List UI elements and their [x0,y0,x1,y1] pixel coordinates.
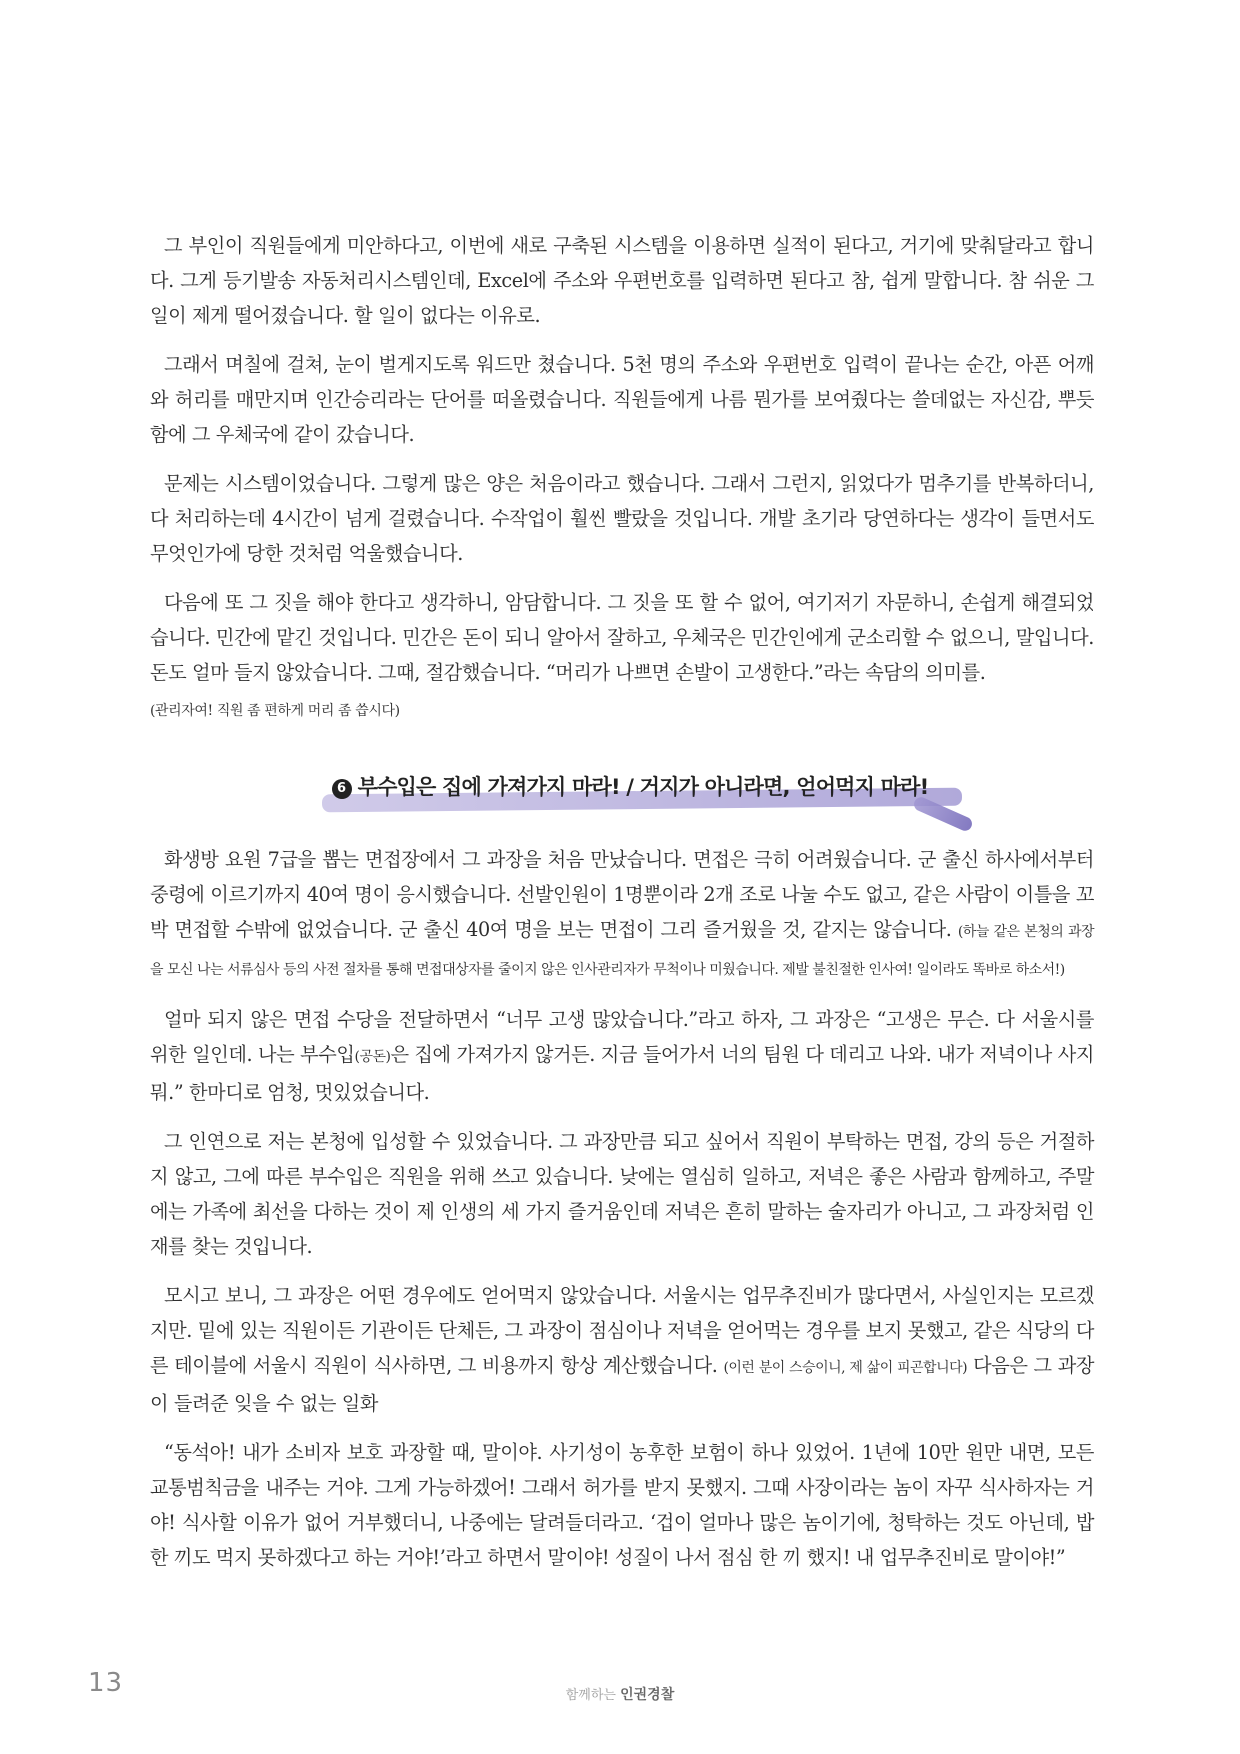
paragraph: 모시고 보니, 그 과장은 어떤 경우에도 얻어먹지 않았습니다. 서울시는 업무추진비가 많다면서, 사실인지는 모르겠지만. 밑에 있는 직원이든 기관이든 단체든, 그 과장이 점심이나 저녁을 얻어먹는 경우를 보지 못했고, 같은 식당의 다른 테이블에 서울시 직원이 식사하면, 그 비용까지 항상 계산했습니다. (이런 분이 스승이니, 제 삶이 피곤합니다) 다음은 그 과장이 들려준 잊을 수 없는 일화 [150,1284,1094,1415]
paragraph: 다음에 또 그 짓을 해야 한다고 생각하니, 암담합니다. 그 짓을 또 할 수 없어, 여기저기 자문하니, 손쉽게 해결되었습니다. 민간에 맡긴 것입니다. 민간은 돈이 되니 알아서 잘하고, 우체국은 민간인에게 군소리할 수 없으니, 말입니다. 돈도 얼마 들지 않았습니다. 그때, 절감했습니다. “머리가 나쁘면 손발이 고생한다.”라는 속담의 의미를. [150,591,1094,684]
section-text-top [150,228,1094,722]
section-text-bottom [150,842,1094,1589]
paragraph: 문제는 시스템이었습니다. 그렇게 많은 양은 처음이라고 했습니다. 그래서 그런지, 읽었다가 멈추기를 반복하더니, 다 처리하는데 4시간이 넘게 걸렸습니다. 수작업이 훨씬 빨랐을 것입니다. 개발 초기라 당연하다는 생각이 들면서도 무엇인가에 당한 것처럼 억울했습니다. [150,472,1094,565]
page-number: 13 [88,1668,124,1698]
paragraph: 그래서 며칠에 걸쳐, 눈이 벌게지도록 워드만 쳤습니다. 5천 명의 주소와 우편번호 입력이 끝나는 순간, 아픈 어깨와 허리를 매만지며 인간승리라는 단어를 떠올렸습니다. 직원들에게 나름 뭔가를 보여줬다는 쓸데없는 자신감, 뿌듯함에 그 우체국에 같이 갔습니다. [150,353,1094,446]
heading-title: 부수입은 집에 가져가지 마라! / 거지가 아니라면, 얻어먹지 마라! [357,775,929,799]
paragraph: 얼마 되지 않은 면접 수당을 전달하면서 “너무 고생 많았습니다.”라고 하자, 그 과장은 “고생은 무슨. 다 서울시를 위한 일인데. 나는 부수입(공돈)은 집에 가져가지 않거든. 지금 들어가서 너의 팀원 다 데리고 나와. 내가 저녁이나 사지 뭐.” 한마디로 엄청, 멋있었습니다. [150,1008,1094,1104]
aside-inline: (공돈) [354,1049,391,1065]
circled-number-icon: 6 [332,779,352,799]
footer-prefix: 함께하는 [565,1688,616,1703]
paragraph: 그 부인이 직원들에게 미안하다고, 이번에 새로 구축된 시스템을 이용하면 실적이 된다고, 거기에 맞춰달라고 합니다. 그게 등기발송 자동처리시스템인데, Excel에 주소와 우편번호를 입력하면 된다고 참, 쉽게 말합니다. 참 쉬운 그 일이 제게 떨어졌습니다. 할 일이 없다는 이유로. [150,234,1094,327]
paragraph: 화생방 요원 7급을 뽑는 면접장에서 그 과장을 처음 만났습니다. 면접은 극히 어려웠습니다. 군 출신 하사에서부터 중령에 이르기까지 40여 명이 응시했습니다. 선발인원이 1명뿐이라 2개 조로 나눌 수도 없고, 같은 사람이 이틀을 꼬박 면접할 수밖에 없었습니다. 군 출신 40여 명을 보는 면접이 그리 즐거웠을 것, 같지는 않습니다. (하늘 같은 본청의 과장을 모신 나는 서류심사 등의 사전 절차를 통해 면접대상자를 줄이지 않은 인사관리자가 무척이나 미웠습니다. 제발 불친절한 인사여! 일이라도 똑바로 하소서!) [150,848,1094,978]
quote-paragraph: “동석아! 내가 소비자 보호 과장할 때, 말이야. 사기성이 농후한 보험이 하나 있었어. 1년에 10만 원만 내면, 모든 교통범칙금을 내주는 거야. 그게 가능하겠어! 그래서 허가를 받지 못했지. 그때 사장이라는 놈이 자꾸 식사하자는 거야! 식사할 이유가 없어 거부했더니, 나중에는 달려들더라고. ‘겁이 얼마나 많은 놈이기에, 청탁하는 것도 아닌데, 밥 한 끼도 먹지 못하겠다고 하는 거야!’라고 하면서 말이야! 성질이 나서 점심 한 끼 했지! 내 업무추진비로 말이야!” [150,1441,1094,1569]
aside-note: (관리자여! 직원 좀 편하게 머리 좀 씁시다) [150,703,400,719]
footer-brand: 인권경찰 [620,1687,675,1703]
aside-inline: (이런 분이 스승이니, 제 삶이 피곤합니다) [723,1360,968,1376]
paragraph: 그 인연으로 저는 본청에 입성할 수 있었습니다. 그 과장만큼 되고 싶어서 직원이 부탁하는 면접, 강의 등은 거절하지 않고, 그에 따른 부수입은 직원을 위해 쓰고 있습니다. 낮에는 열심히 일하고, 저녁은 좋은 사람과 함께하고, 주말에는 가족에 최선을 다하는 것이 제 인생의 세 가지 즐거움인데 저녁은 흔히 말하는 술자리가 아니고, 그 과장처럼 인재를 찾는 것입니다. [150,1130,1094,1258]
section-heading [300,767,980,837]
footer-publication [0,1684,1240,1704]
aside-inline: (하늘 같은 본청의 과장을 모신 나는 서류심사 등의 사전 절차를 통해 면접대상자를 줄이지 않은 인사관리자가 무척이나 미웠습니다. 제발 불친절한 인사여! 일이라도 똑바로 하소서!) [150,924,1094,978]
